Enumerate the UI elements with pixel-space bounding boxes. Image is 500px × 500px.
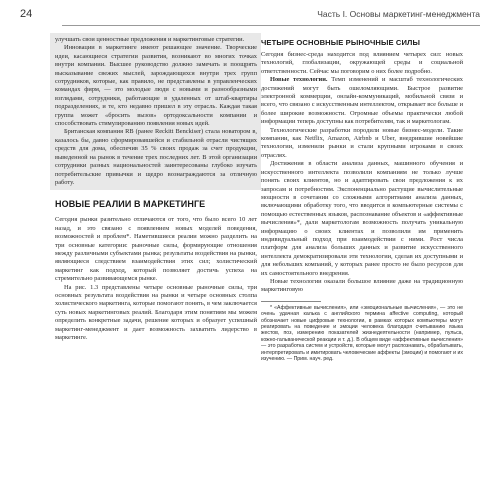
paragraph <box>261 51 463 76</box>
paragraph-text: Новые технологии оказали большое влияние даже на традиционную маркетинговую <box>261 277 463 294</box>
paragraph-lead: Новые технологии. <box>270 76 328 84</box>
paragraph <box>261 160 463 278</box>
paragraph: На рис. 1.3 представлены четыре основные рыночные силы, три основных результата воздействия на рынки и четыре основных столпа холистического маркетинга, которые помогают понять, в чем заключается суть новых маркетинговых реалий. Благодаря этим понятиям мы можем определить конкретные задачи, решение которых и образует успешный маркетинг-менеджмент и дает возможность захватить лидерство в маркетинге. <box>55 283 257 341</box>
paragraph: Британская компания RB (ранее Reckitt Benckiser) стала новатором в, казалось бы, давно сформировавшейся и стабильной отрасли чистящих средств для дома, обеспечив 35 % своих продаж за счет продукции, выведенной на рынок в течение трех последних лет. В этой организации сотрудники разных национальностей заинтересованы глубоко изучать потребительские привычки и щедро вознаграждаются за отличную работу. <box>55 128 257 186</box>
running-title: Часть I. Основы маркетинг-менеджмента <box>317 9 480 19</box>
header-rule <box>62 25 480 26</box>
paragraph-text: Достижения в области анализа данных, машинного обучения и искусственного интеллекта позволили компаниям не только лучше понять своих клиентов, но и адаптировать свои предложения к их запросам и потребностям. Экспоненциально растущие вычислительные мощности в сочетании со сложными алгоритмами анализа данных, включающими обработку того, что вводится в компьютерные системы с помощью естественных языков, распознавание объектов и «аффективные вычисления»*, дали маркетологам возможность получать уникальную информацию о своих клиентах и позволили им применить индивидуальный подход при взаимодействии с ними. Рост числа платформ для анализа больших данных и развитие искусственного интеллекта демократизировали эти технологии, сделав их доступными и для небольших компаний, у которых ранее просто не было ресурсов для их самостоятельного внедрения. <box>261 160 463 277</box>
paragraph-text: Сегодня бизнес-среда находится под влиянием четырех сил: новых технологий, глобализации, окружающей среды и социальной ответственности. Сейчас мы поговорим о них более подробно. <box>261 51 463 75</box>
paragraph <box>261 278 463 295</box>
right-column <box>261 33 463 362</box>
highlighted-passage <box>50 33 261 190</box>
paragraph-text: Темп изменений и масштаб технологических достижений могут быть ошеломляющими. Быстрое развитие электронной коммерции, онлайн-коммуникаций, мобильной связи и всего, что связано с искусственным интеллектом, открывает все больше и более широкие возможности. Огромные объемы практически любой информации теперь доступны как потребителям, так и маркетологам. <box>261 76 463 126</box>
paragraph-text: Технологические разработки породили новые бизнес-модели. Такие компании, как Netflix, Amazon, Airbnb и Uber, внедрившие новейшие технологии, изменили рынки и стали крупными игроками в своих отраслях. <box>261 126 463 159</box>
footnote-rule <box>261 301 321 302</box>
paragraph <box>261 127 463 161</box>
paragraph: улучшать свои ценностные предложения и маркетинговые стратегии. <box>55 36 245 43</box>
paragraph: Сегодня рынки разительно отличаются от того, что было всего 10 лет назад, и это связано с появлением новых моделей поведения, возможностей и проблем*. Наметившиеся реалии можно разделить на три основные категории: рыночные силы, формирующие отношения между различными субъектами рынка; результаты воздействия на рынки, являющиеся следствием взаимодействия этих сил; холистический маркетинг как подход, который позволяет достичь успеха на стремительно развивающемся рынке. <box>55 216 257 283</box>
paragraph <box>261 76 463 126</box>
page-number: 24 <box>20 8 33 20</box>
paragraph: Инновации в маркетинге имеют решающее значение. Творческие идеи, касающиеся стратегии развития, возникают во многих точках внутри компании. Высшее руководство должно замечать и поощрять высказывание свежих мыслей, зарождающихся внутри трех групп сотрудников, которые, как правило, не представлены в управленческих командах фирм, — это молодые люди с новыми и разнообразными взглядами, сотрудники, работающие в удаленных от штаб-квартиры подразделениях, и те, кто недавно пришел в эту отрасль. Каждая такая группа может «бросить вызов» ортодоксальности компании и способствовать стимулированию появления новых идей. <box>55 44 257 128</box>
section-heading: ЧЕТЫРЕ ОСНОВНЫЕ РЫНОЧНЫЕ СИЛЫ <box>261 38 420 47</box>
section-heading: НОВЫЕ РЕАЛИИ В МАРКЕТИНГЕ <box>55 199 206 210</box>
left-column <box>55 33 257 342</box>
footnote: * «Аффективные вычисления», или «эмоциональные вычисления», — это не очень удачная калька с английского термина affective computing, который обозначает новые цифровые технологии, в рамках которых компьютеры могут реагировать на поведение и эмоции человека благодаря считыванию языка жестов, поз, измерению показателей жизнедеятельности (например, пульса, кожно-гальванической реакции и т. д.). В общем виде «аффективные вычисления» — это разработка систем и устройств, которые могут распознавать, обрабатывать, интерпретировать и имитировать человеческие аффекты (эмоции) и помогают и их изучению. — Прим. науч. ред. <box>261 304 464 363</box>
